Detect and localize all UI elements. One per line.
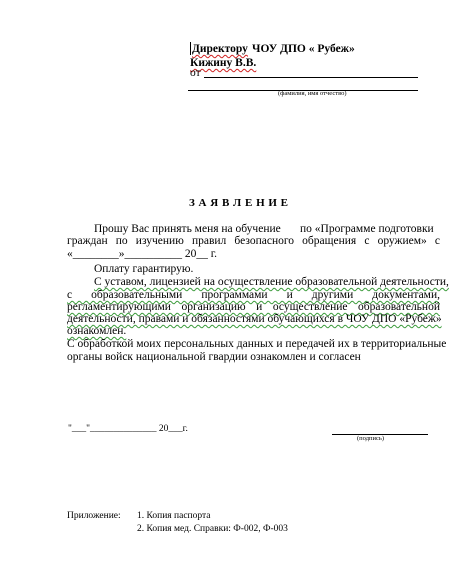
request-text-part2: по «Программе подготовки [300, 223, 434, 235]
start-date-line: «________»__________ 20__ г. [67, 248, 218, 260]
addressee-label: Директору [192, 43, 248, 55]
attachments-label: Приложение: [67, 511, 121, 521]
signature-hint: (подпись) [357, 435, 384, 442]
charter-line-5: ознакомлен. [67, 325, 127, 337]
request-text-part1: Прошу Вас принять меня на обучение [94, 223, 281, 235]
name-hint: (фамилия, имя отчество) [278, 90, 347, 97]
document-title: З А Я В Л Е Н И Е [189, 197, 289, 209]
signature-date: "___"______________ 20___г. [68, 424, 188, 434]
charter-line-1: С уставом, лицензией на осуществление образовательной деятельности, [94, 276, 449, 288]
from-label: от [190, 67, 201, 79]
attachment-item-1: 1. Копия паспорта [137, 511, 211, 521]
text-cursor [190, 42, 191, 55]
charter-line-2: с образовательными программами и другими документами, [67, 289, 440, 301]
organization-name: ЧОУ ДПО « Рубеж» [252, 43, 355, 55]
director-name: Кижину В.В. [190, 57, 257, 69]
from-line [204, 77, 418, 78]
consent-line-1: С обработкой моих персональных данных и передачей их в территориальные [67, 338, 447, 350]
request-text-line2: граждан по изучению правил безопасного обращения с оружием» с [67, 235, 440, 247]
consent-line-2: органы войск национальной гвардии ознакомлен и согласен [67, 351, 361, 363]
payment-text: Оплату гарантирую. [94, 263, 194, 275]
attachment-item-2: 2. Копия мед. Справки: Ф-002, Ф-003 [137, 524, 288, 534]
charter-line-4: деятельности, правами и обязанностями обучающихся в ЧОУ ДПО «Рубеж» [67, 313, 442, 325]
charter-line-3: регламентирующими организацию и осуществление образовательной [67, 301, 440, 313]
